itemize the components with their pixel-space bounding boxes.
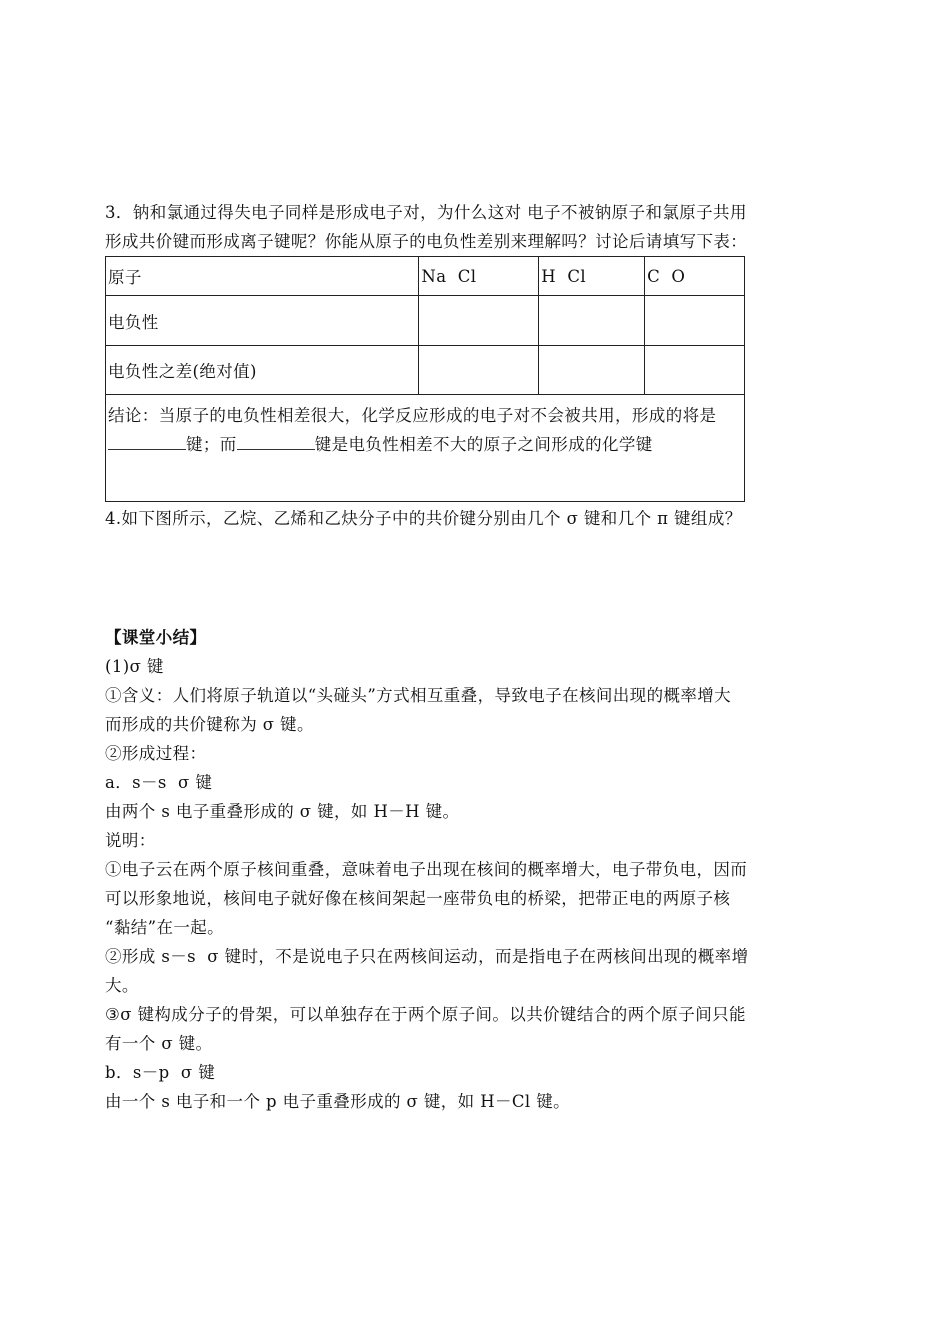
question-4: 4.如下图所示，乙烷、乙烯和乙炔分子中的共价键分别由几个 σ 键和几个 π 键组成？	[105, 509, 742, 528]
table-row-electronegativity	[106, 296, 745, 346]
summary-line: b．s－p σ 键	[105, 1063, 216, 1082]
table-row-conclusion	[106, 395, 745, 502]
electronegativity-table	[105, 256, 745, 502]
question-3-line-2: 形成共价键而形成离子键呢？你能从原子的电负性差别来理解吗？讨论后请填写下表：	[105, 232, 748, 251]
cell-c-o-difference[interactable]	[645, 346, 745, 395]
conclusion-blank-1[interactable]	[108, 435, 186, 450]
summary-line: ②形成 s－s σ 键时，不是说电子只在两核间运动，而是指电子在两核间出现的概率增	[105, 947, 749, 966]
summary-line: 由一个 s 电子和一个 p 电子重叠形成的 σ 键，如 H－Cl 键。	[105, 1092, 571, 1111]
header-h-cl: H Cl	[539, 257, 645, 296]
conclusion-blank-2[interactable]	[237, 435, 315, 450]
row-label-electronegativity: 电负性	[106, 296, 419, 346]
conclusion-text-3: 键是电负性相差不大的原子之间形成的化学键	[314, 435, 653, 454]
summary-line: ③σ 键构成分子的骨架，可以单独存在于两个原子间。以共价键结合的两个原子间只能	[105, 1005, 746, 1024]
header-atom: 原子	[106, 257, 419, 296]
question-3-line-1: 3．钠和氯通过得失电子同样是形成电子对，为什么这对 电子不被钠原子和氯原子共用	[105, 203, 747, 222]
table-header-row	[106, 257, 745, 296]
summary-line: ②形成过程：	[105, 744, 207, 763]
summary-line: (1)σ 键	[105, 657, 164, 676]
summary-line: 由两个 s 电子重叠形成的 σ 键，如 H－H 键。	[105, 802, 460, 821]
document-page	[105, 198, 850, 1116]
summary-line: ①含义：人们将原子轨道以“头碰头”方式相互重叠，导致电子在核间出现的概率增大	[105, 686, 732, 705]
conclusion-text-2: 键；而	[186, 435, 237, 454]
cell-h-cl-electronegativity[interactable]	[539, 296, 645, 346]
summary-line: 大。	[105, 976, 139, 995]
row-label-difference: 电负性之差(绝对值)	[106, 346, 419, 395]
cell-h-cl-difference[interactable]	[539, 346, 645, 395]
table-row-difference	[106, 346, 745, 395]
summary-line: 说明：	[105, 831, 156, 850]
summary-title: 【课堂小结】	[105, 628, 207, 647]
conclusion-cell	[106, 395, 745, 502]
cell-na-cl-difference[interactable]	[419, 346, 539, 395]
cell-na-cl-electronegativity[interactable]	[419, 296, 539, 346]
summary-line: a．s－s σ 键	[105, 773, 213, 792]
summary-line: “黏结”在一起。	[105, 918, 225, 937]
header-c-o: C O	[645, 257, 745, 296]
header-na-cl: Na Cl	[419, 257, 539, 296]
summary-line: 有一个 σ 键。	[105, 1034, 213, 1053]
conclusion-text-1: 结论：当原子的电负性相差很大，化学反应形成的电子对不会被共用，形成的将是	[108, 406, 717, 425]
summary-line: ①电子云在两个原子核间重叠，意味着电子出现在核间的概率增大，电子带负电，因而	[105, 860, 748, 879]
summary-line: 可以形象地说，核间电子就好像在核间架起一座带负电的桥梁，把带正电的两原子核	[105, 889, 731, 908]
cell-c-o-electronegativity[interactable]	[645, 296, 745, 346]
summary-line: 而形成的共价键称为 σ 键。	[105, 715, 314, 734]
